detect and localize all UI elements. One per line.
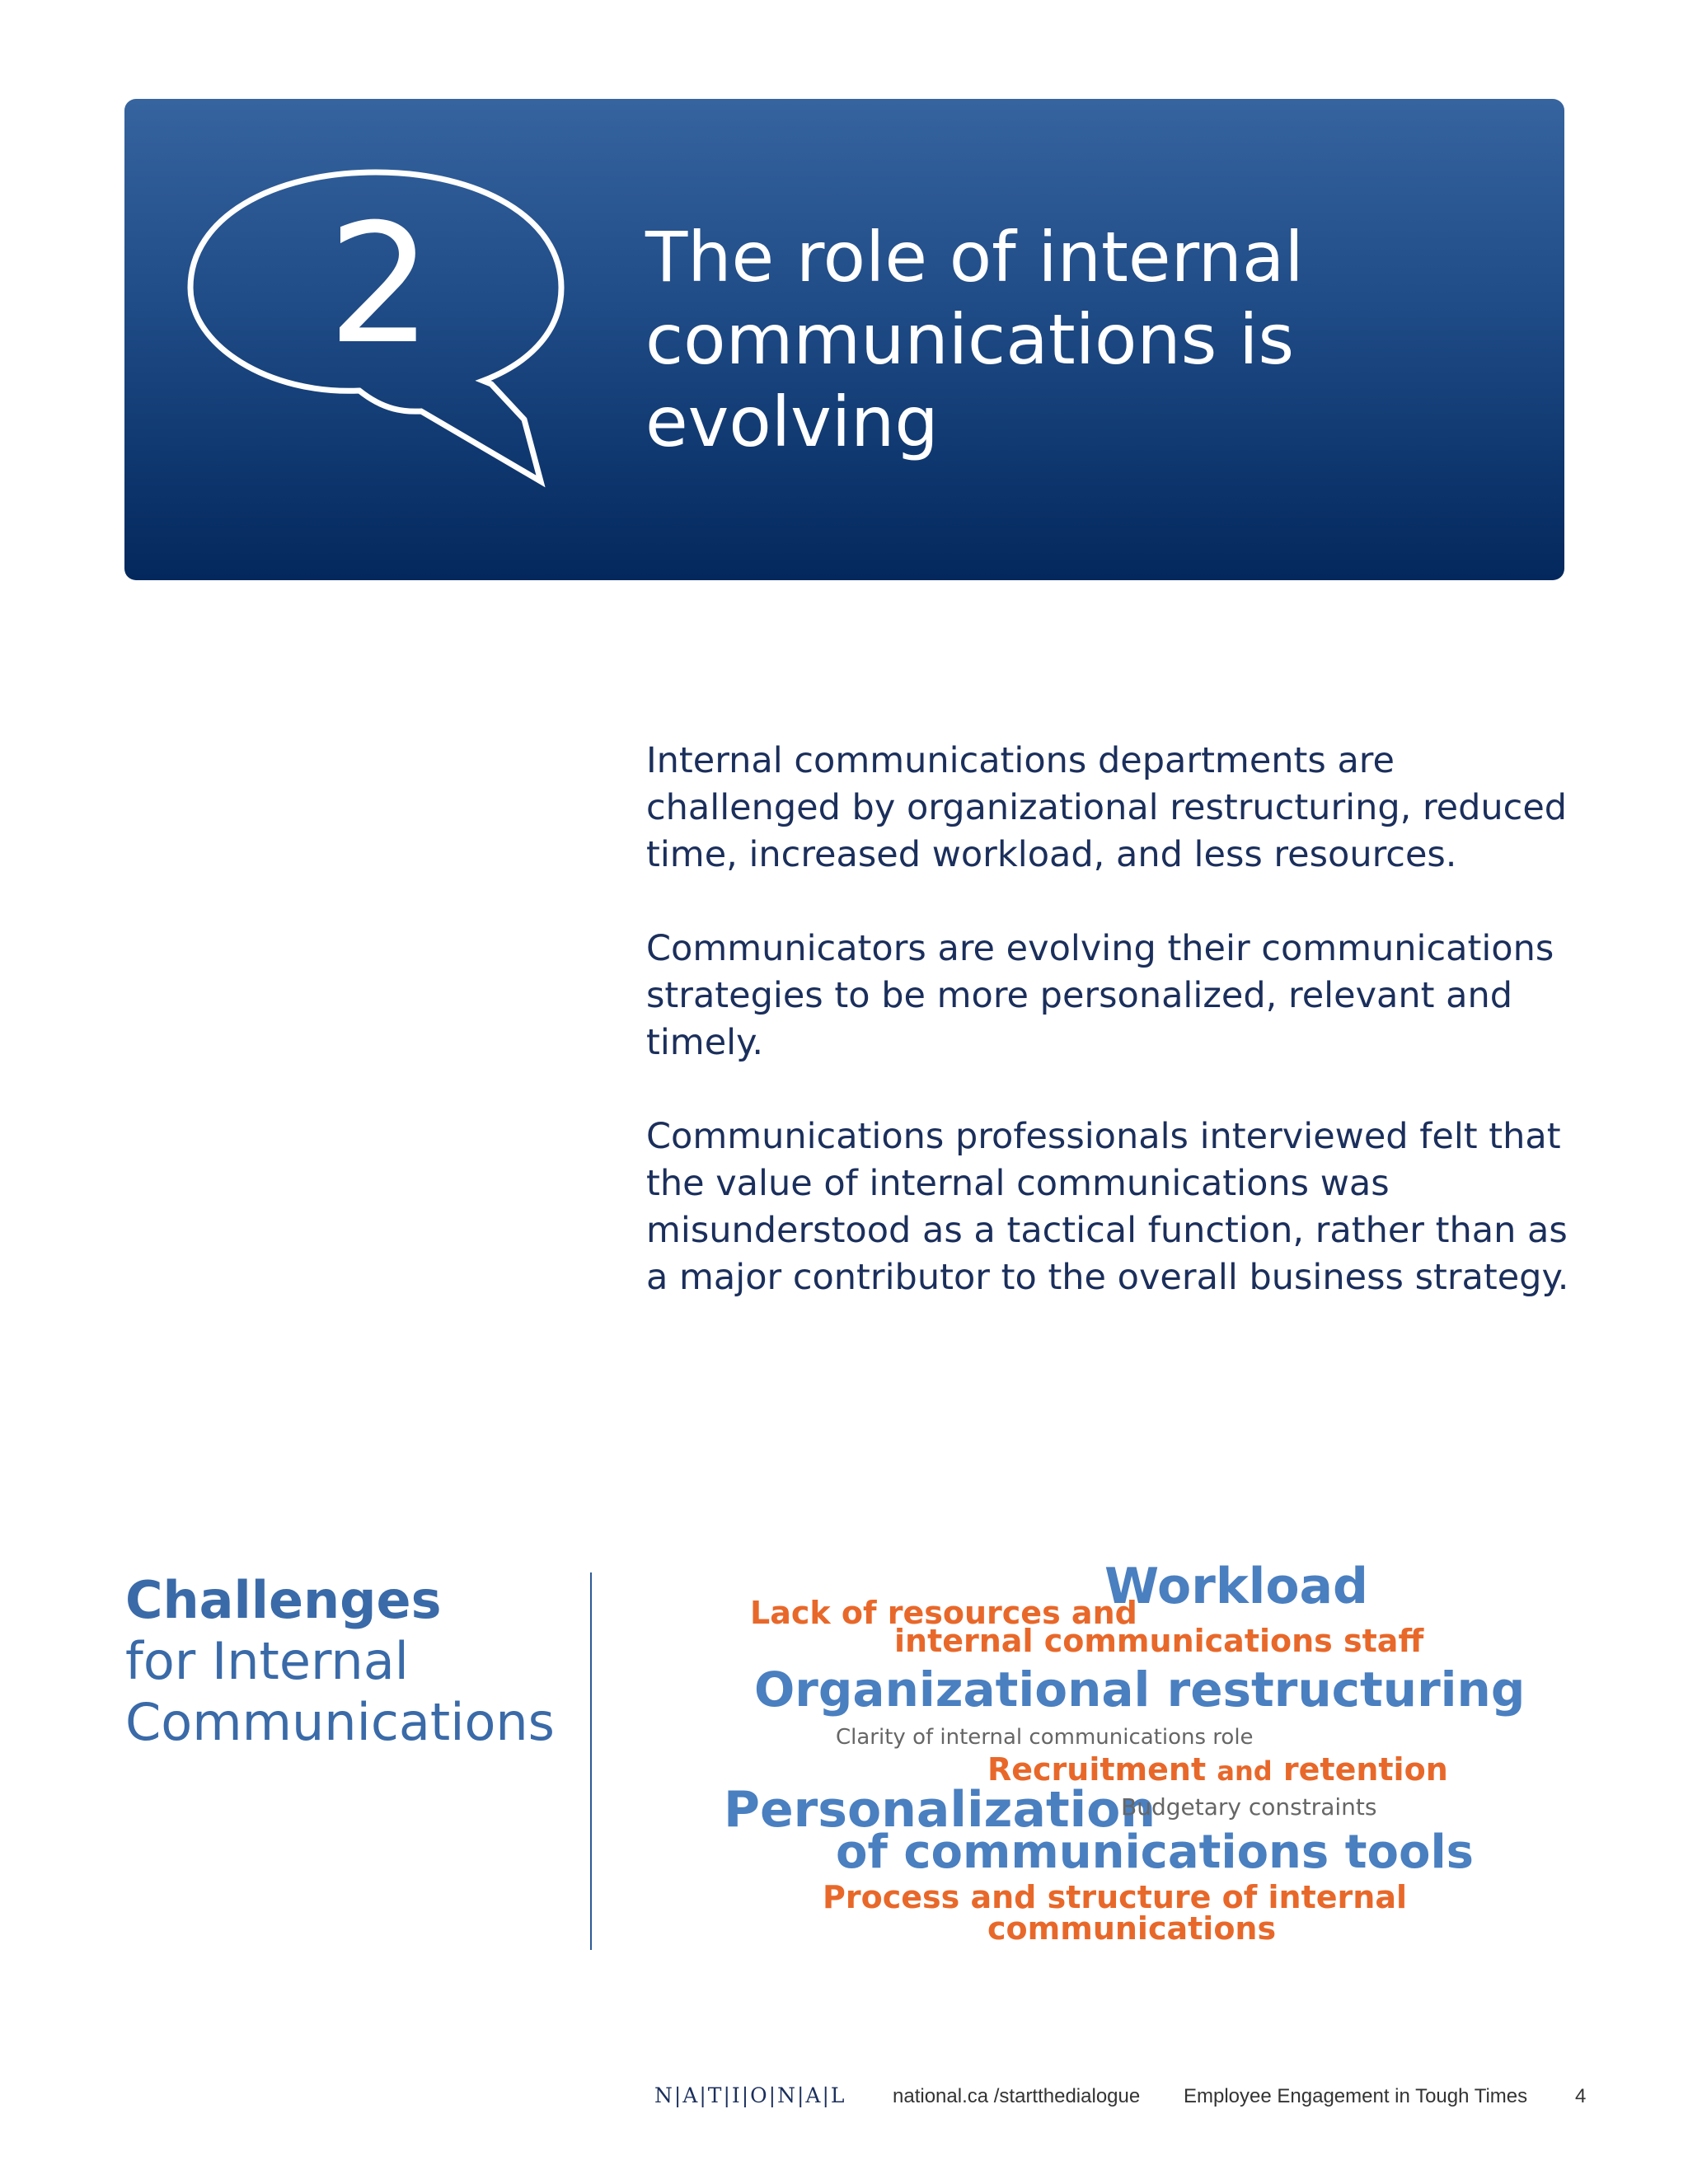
national-logo: N|A|T|I|O|N|A|L xyxy=(654,2083,846,2107)
cloud-word-process-structure: Process and structure of internal xyxy=(823,1879,1407,1915)
cloud-word-budgetary: Budgetary constraints xyxy=(1121,1793,1377,1821)
challenges-heading xyxy=(125,1570,587,1753)
challenges-heading-line: Communications xyxy=(125,1692,555,1752)
vertical-divider xyxy=(590,1572,592,1950)
challenges-heading-bold: Challenges xyxy=(125,1570,442,1630)
intro-paragraph: Internal communications departments are challenged by organizational restructuring, reduced time, increased workload, and less resources. xyxy=(646,740,1568,875)
intro-text xyxy=(646,738,1569,1348)
title-line: evolving xyxy=(645,382,939,462)
intro-paragraph: Communicators are evolving their communications strategies to be more personalized, relevant and timely. xyxy=(646,928,1554,1063)
cloud-word-lack-resources-line2: internal communications staff xyxy=(894,1623,1424,1659)
section-number: 2 xyxy=(327,189,433,381)
footer-publication: Employee Engagement in Tough Times xyxy=(1184,2085,1528,2107)
cloud-word-recruitment-c: retention xyxy=(1282,1751,1448,1788)
cloud-word-personalization-line2: of communications tools xyxy=(836,1825,1474,1879)
cloud-word-recruitment-b: and xyxy=(1217,1755,1273,1787)
page-number: 4 xyxy=(1575,2085,1587,2107)
section-banner xyxy=(124,99,1564,580)
title-line: The role of internal xyxy=(645,217,1304,298)
cloud-word-workload: Workload xyxy=(1104,1558,1368,1615)
challenges-heading-line: for Internal xyxy=(125,1631,409,1691)
intro-paragraph: Communications professionals interviewed felt that the value of internal communications was misunderstood as a tactical function, rather than as a major contributor to the overall business strategy. xyxy=(646,1116,1569,1298)
section-title xyxy=(645,216,1470,463)
title-line: communications is xyxy=(645,299,1295,380)
cloud-word-process-structure-line2: communications xyxy=(987,1910,1277,1947)
cloud-word-recruitment-a: Recruitment xyxy=(987,1751,1207,1788)
footer-url[interactable]: national.ca /startthedialogue xyxy=(893,2085,1141,2107)
speech-bubble-icon xyxy=(186,168,582,498)
cloud-word-personalization: Personalization xyxy=(724,1781,1156,1839)
cloud-word-org-restructuring: Organizational restructuring xyxy=(754,1661,1526,1718)
cloud-word-lack-resources: Lack of resources and xyxy=(750,1595,1137,1631)
cloud-word-clarity: Clarity of internal communications role xyxy=(836,1725,1254,1750)
